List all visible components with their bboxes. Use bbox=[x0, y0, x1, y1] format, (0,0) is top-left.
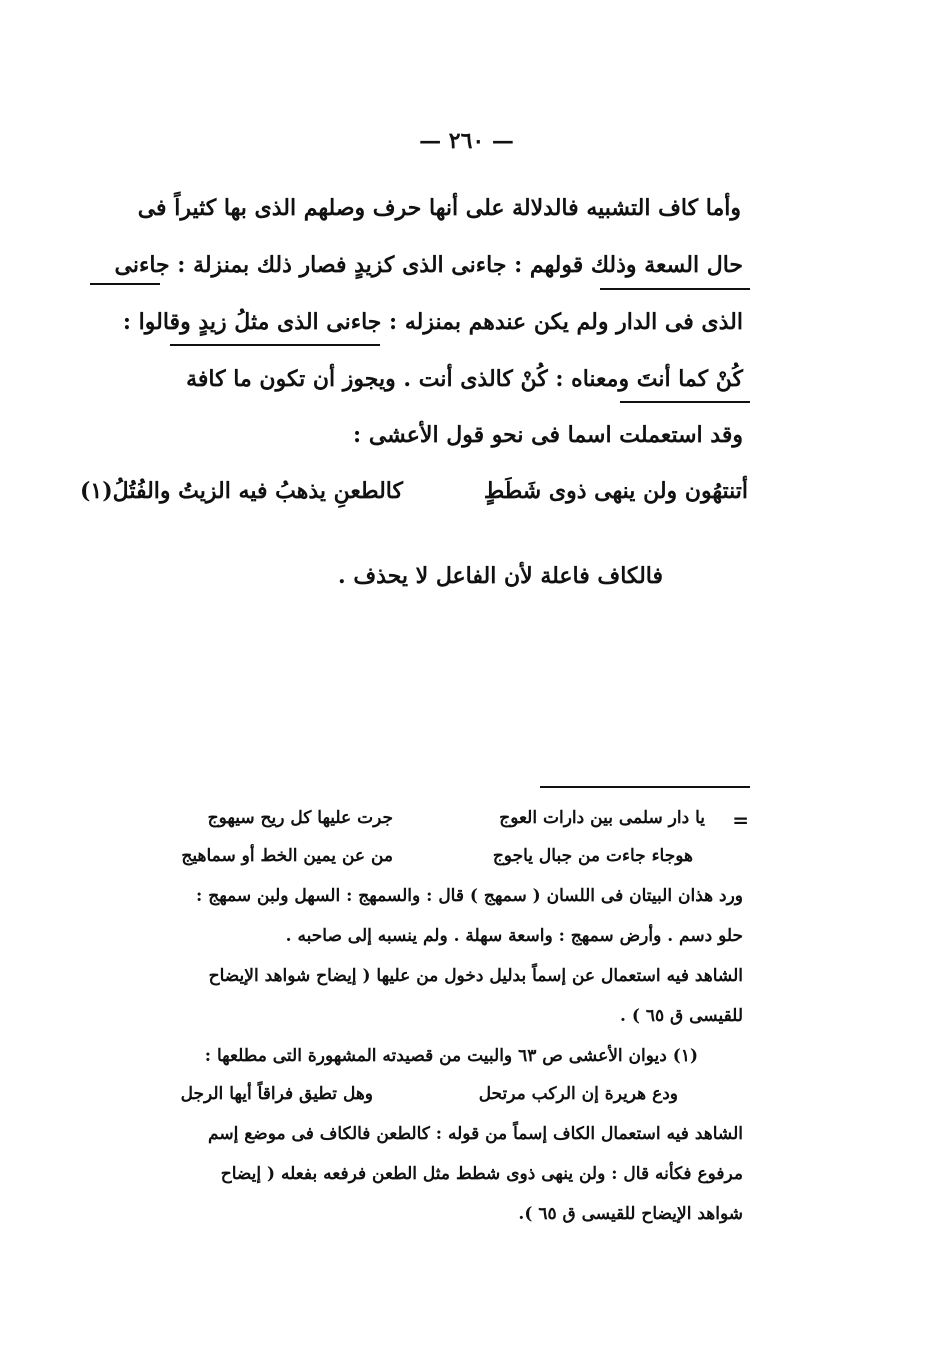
footnote-line: للقيسى ق ٦٥ ) . bbox=[620, 1006, 743, 1026]
footnote-line: الشاهد فيه استعمال الكاف إسماً من قوله : كالطعن فالكاف فى موضع إسم bbox=[208, 1124, 743, 1144]
main-text-line-1: وأما كاف التشبيه فالدلالة على أنها حرف وصلهم الذى بها كثيراً فى bbox=[137, 195, 741, 221]
main-text-line-5: وقد استعملت اسما فى نحو قول الأعشى : bbox=[353, 422, 743, 448]
main-text-line-3: الذى فى الدار ولم يكن عندهم بمنزله : جاءنى الذى مثلُ زيدٍ وقالوا : bbox=[122, 309, 743, 335]
footnote-verse-1-b: جرت عليها كل ريح سيهوج bbox=[207, 808, 393, 828]
footnote-verse-2-a: هوجاء جاءت من جبال ياجوج bbox=[492, 846, 693, 866]
footnote-2-intro: (١) ديوان الأعشى ص ٦٣ والبيت من قصيدته المشهورة التى مطلعها : bbox=[204, 1046, 698, 1066]
main-text-line-2: حال السعة وذلك قولهم : جاءنى الذى كزيدٍ فصار ذلك بمنزلة : جاءنى bbox=[114, 252, 743, 278]
footnote-2-verse-b: وهل تطيق فراقاً أيها الرجل bbox=[180, 1084, 373, 1104]
footnote-line: حلو دسم . وأرض سمهج : واسعة سهلة . ولم ينسبه إلى صاحبه . bbox=[285, 926, 743, 946]
underline-mark bbox=[620, 401, 750, 403]
verse-hemistich-2: كالطعنِ يذهبُ فيه الزيتُ والفُتُلُ(١) bbox=[80, 478, 403, 504]
footnote-verse-2-b: من عن يمين الخط أو سماهيج bbox=[181, 846, 393, 866]
underline-mark bbox=[90, 283, 160, 285]
footnote-2-verse-a: ودع هريرة إن الركب مرتحل bbox=[478, 1084, 678, 1104]
footnote-line: شواهد الإيضاح للقيسى ق ٦٥ ). bbox=[518, 1204, 743, 1224]
footnote-verse-1-a: يا دار سلمى بين دارات العوج bbox=[499, 808, 705, 828]
footnote-line: ورد هذان البيتان فى اللسان ( سمهج ) قال : والسمهج : السهل ولبن سمهج : bbox=[196, 886, 743, 906]
page-number: — ٢٦٠ — bbox=[419, 128, 514, 154]
underline-mark bbox=[170, 344, 380, 346]
footnote-line: مرفوع فكأنه قال : ولن ينهى ذوى شطط مثل الطعن فرفعه بفعله ( إيضاح bbox=[220, 1164, 743, 1184]
underline-mark bbox=[600, 288, 750, 290]
main-text-line-4: كُنْ كما أنتَ ومعناه : كُنْ كالذى أنت . ويجوز أن تكون ما كافة bbox=[186, 366, 743, 392]
continuation-mark: = bbox=[732, 808, 749, 832]
footnote-separator bbox=[540, 786, 750, 788]
footnote-line: الشاهد فيه استعمال عن إسماً بدليل دخول من عليها ( إيضاح شواهد الإيضاح bbox=[208, 966, 743, 986]
verse-hemistich-1: أتنتهُون ولن ينهى ذوى شَطَطٍ bbox=[483, 478, 748, 504]
closing-sentence: فالكاف فاعلة لأن الفاعل لا يحذف . bbox=[338, 563, 663, 589]
